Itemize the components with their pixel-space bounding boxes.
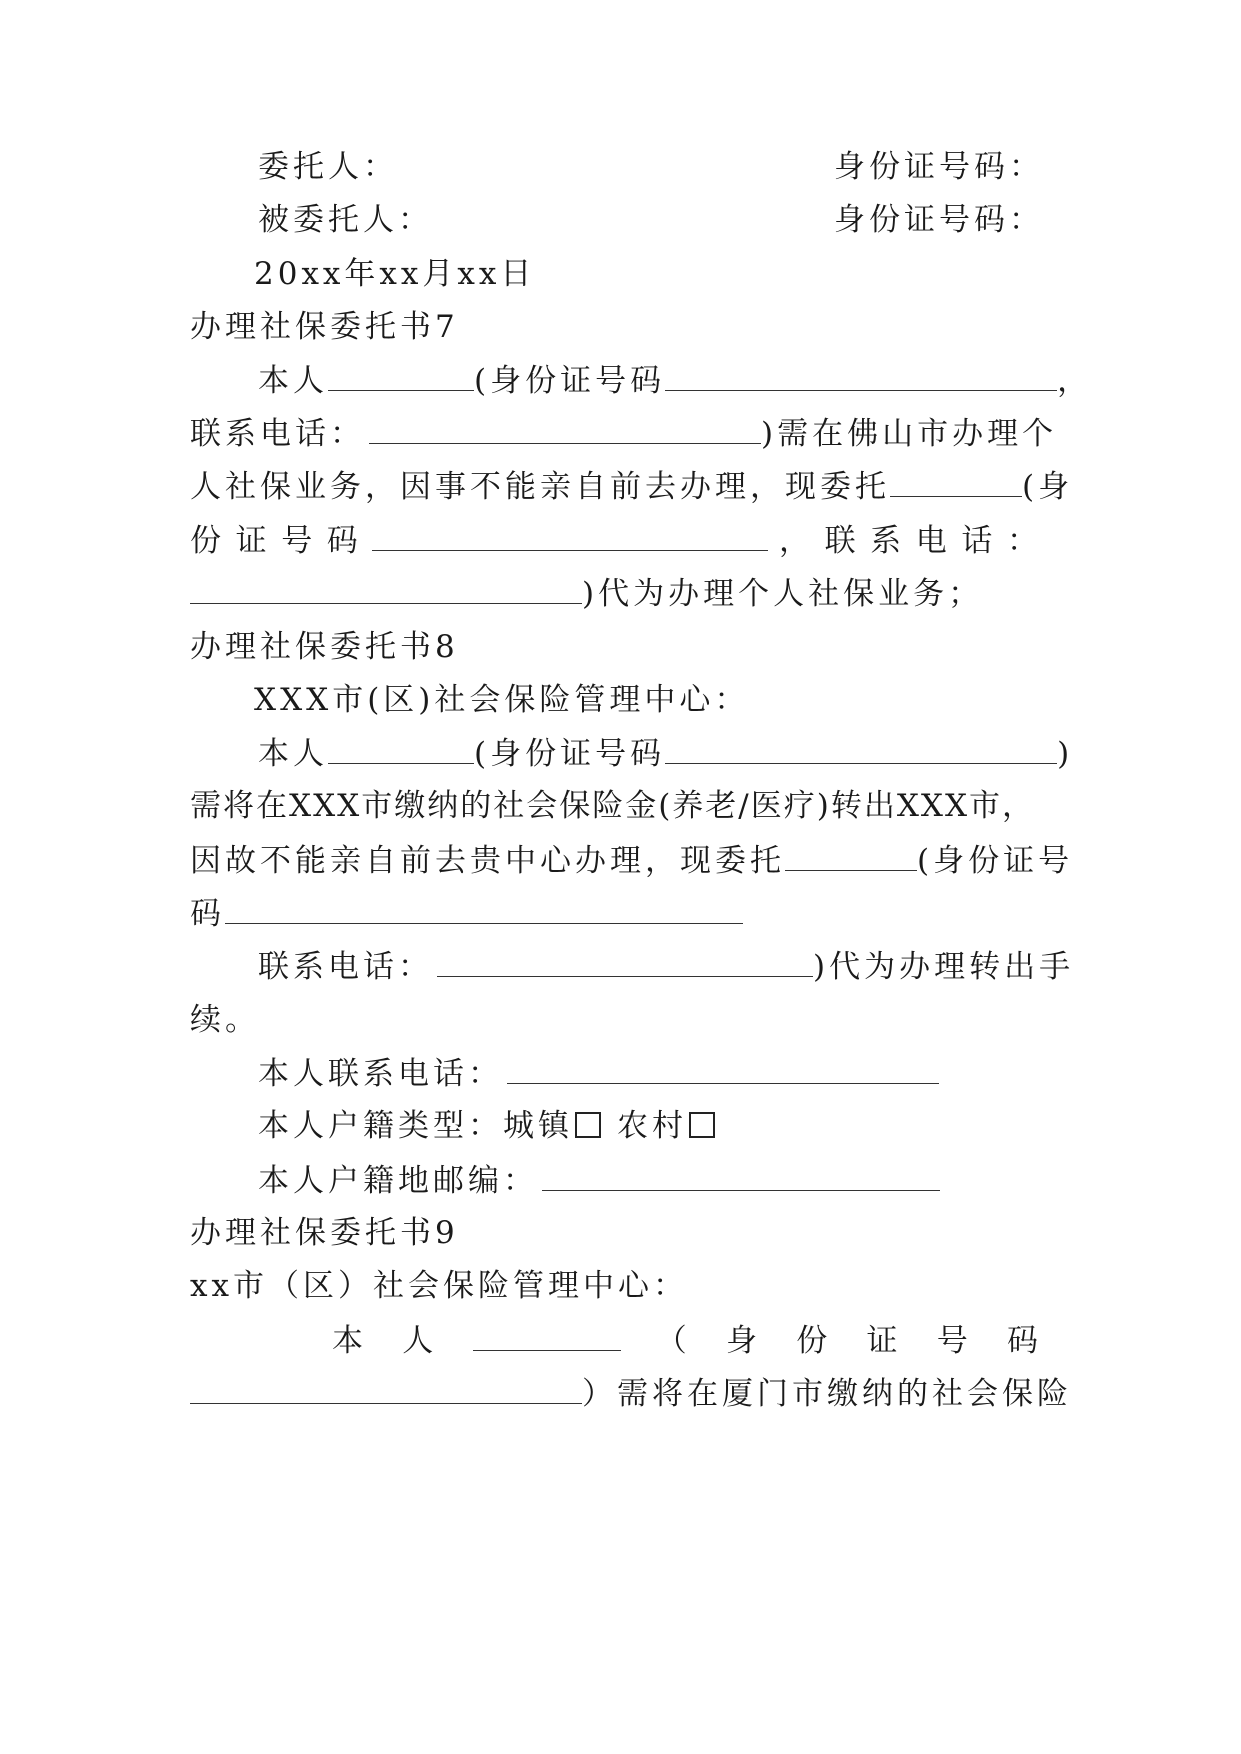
s8-agent-phone-blank[interactable]	[437, 946, 813, 977]
s7-char: 证	[235, 523, 271, 559]
s7-char: ，	[778, 523, 814, 559]
s7-end-text: )代为办理个人社保业务；	[582, 576, 984, 612]
s7-char: 份	[190, 523, 225, 559]
s8-postcode-blank[interactable]	[542, 1160, 940, 1191]
s9-id-blank[interactable]	[190, 1373, 582, 1404]
s8-line-7: 续。	[190, 1002, 260, 1038]
section-7-title: 办理社保委托书7	[190, 309, 459, 345]
s7-line-5	[190, 573, 983, 614]
s8-own-phone	[258, 1053, 939, 1094]
s7-name-blank[interactable]	[328, 360, 474, 391]
s8-addressee: XXX市(区)社会保险管理中心：	[254, 682, 750, 718]
urban-checkbox[interactable]	[575, 1112, 601, 1138]
s7-id-blank[interactable]	[665, 360, 1057, 391]
s8-line-4-end: (身份证号	[917, 843, 1074, 879]
s8-hukou	[258, 1106, 715, 1146]
s8-agent-blank[interactable]	[785, 840, 917, 871]
s9-char: 码	[1007, 1323, 1042, 1359]
s7-line-2	[190, 413, 1057, 454]
s8-close-paren: )	[1057, 736, 1074, 772]
s8-postcode	[258, 1160, 940, 1201]
s7-char: ：	[1006, 523, 1042, 559]
s7-char: 电	[915, 523, 951, 559]
s9-char: 身	[726, 1323, 761, 1359]
s8-line-4	[190, 840, 1073, 881]
s7-self: 本人	[258, 363, 328, 399]
s9-line-2	[190, 1373, 1072, 1414]
s8-self: 本人	[258, 736, 328, 772]
principal-id-label: 身份证号码：	[834, 149, 1044, 185]
s7-char: 联	[824, 523, 860, 559]
s8-line-5	[190, 893, 743, 934]
s7-line-1	[258, 360, 1092, 401]
s7-phone-label: 联系电话：	[190, 416, 365, 452]
s8-hukou-label: 本人户籍类型：	[258, 1108, 503, 1144]
s7-agent-phone-blank[interactable]	[190, 573, 582, 604]
s9-name-blank[interactable]	[473, 1320, 621, 1351]
s8-own-phone-label: 本人联系电话：	[258, 1056, 503, 1092]
s8-phone-label: 联系电话：	[258, 949, 433, 985]
s9-line-1	[332, 1320, 1042, 1361]
s7-char: 系	[870, 523, 906, 559]
s7-char: 话	[961, 523, 997, 559]
s7-line-4	[190, 520, 1042, 561]
s7-line-3-text: 人社保业务，因事不能亲自前去办理，现委托	[190, 469, 890, 505]
s9-char: 份	[796, 1323, 832, 1359]
s8-line-3: 需将在XXX市缴纳的社会保险金(养老/医疗)转出XXX市，	[190, 788, 1036, 824]
s7-agent-blank[interactable]	[890, 466, 1022, 497]
s9-char: 证	[866, 1323, 902, 1359]
sign-date: 20xx年xx月xx日	[254, 256, 536, 292]
rural-checkbox[interactable]	[689, 1112, 715, 1138]
s7-need-text: )需在佛山市办理个	[761, 416, 1058, 452]
s7-phone-blank[interactable]	[369, 413, 761, 444]
s7-id-open: (身份证号码	[474, 363, 666, 399]
s9-char: 号	[936, 1323, 972, 1359]
section-8-title: 办理社保委托书8	[190, 629, 459, 665]
s8-phone-end: )代为办理转出手	[813, 949, 1075, 985]
s9-char: （	[655, 1323, 691, 1359]
s8-urban-label: 城镇	[503, 1108, 573, 1144]
s8-agent-id-blank[interactable]	[225, 893, 743, 924]
s8-line-6	[258, 946, 1074, 987]
principal-label: 委托人：	[258, 149, 398, 185]
section-9-title: 办理社保委托书9	[190, 1215, 459, 1251]
s9-char: 人	[402, 1323, 438, 1359]
s8-line-4-text: 因故不能亲自前去贵中心办理，现委托	[190, 843, 785, 879]
agent-label: 被委托人：	[258, 202, 433, 238]
s7-id-open-2: (身	[1022, 469, 1074, 505]
s9-char: 本	[332, 1323, 367, 1359]
s8-ma: 码	[190, 896, 225, 932]
s8-id-open: (身份证号码	[474, 736, 666, 772]
s8-line-1	[258, 733, 1073, 774]
agent-id-label: 身份证号码：	[834, 202, 1044, 238]
s8-rural-label: 农村	[617, 1108, 687, 1144]
s8-postcode-label: 本人户籍地邮编：	[258, 1163, 538, 1199]
s9-line-2-text: ）需将在厦门市缴纳的社会保险	[582, 1376, 1072, 1412]
s7-char: 码	[326, 523, 362, 559]
s7-agent-id-blank[interactable]	[372, 520, 768, 551]
s7-char: 号	[281, 523, 317, 559]
s7-comma: ，	[1057, 363, 1093, 399]
s8-name-blank[interactable]	[328, 733, 474, 764]
s8-own-phone-blank[interactable]	[507, 1053, 939, 1084]
s8-id-blank[interactable]	[665, 733, 1057, 764]
s9-addressee: xx市（区）社会保险管理中心：	[190, 1268, 688, 1304]
s7-line-3	[190, 466, 1073, 507]
